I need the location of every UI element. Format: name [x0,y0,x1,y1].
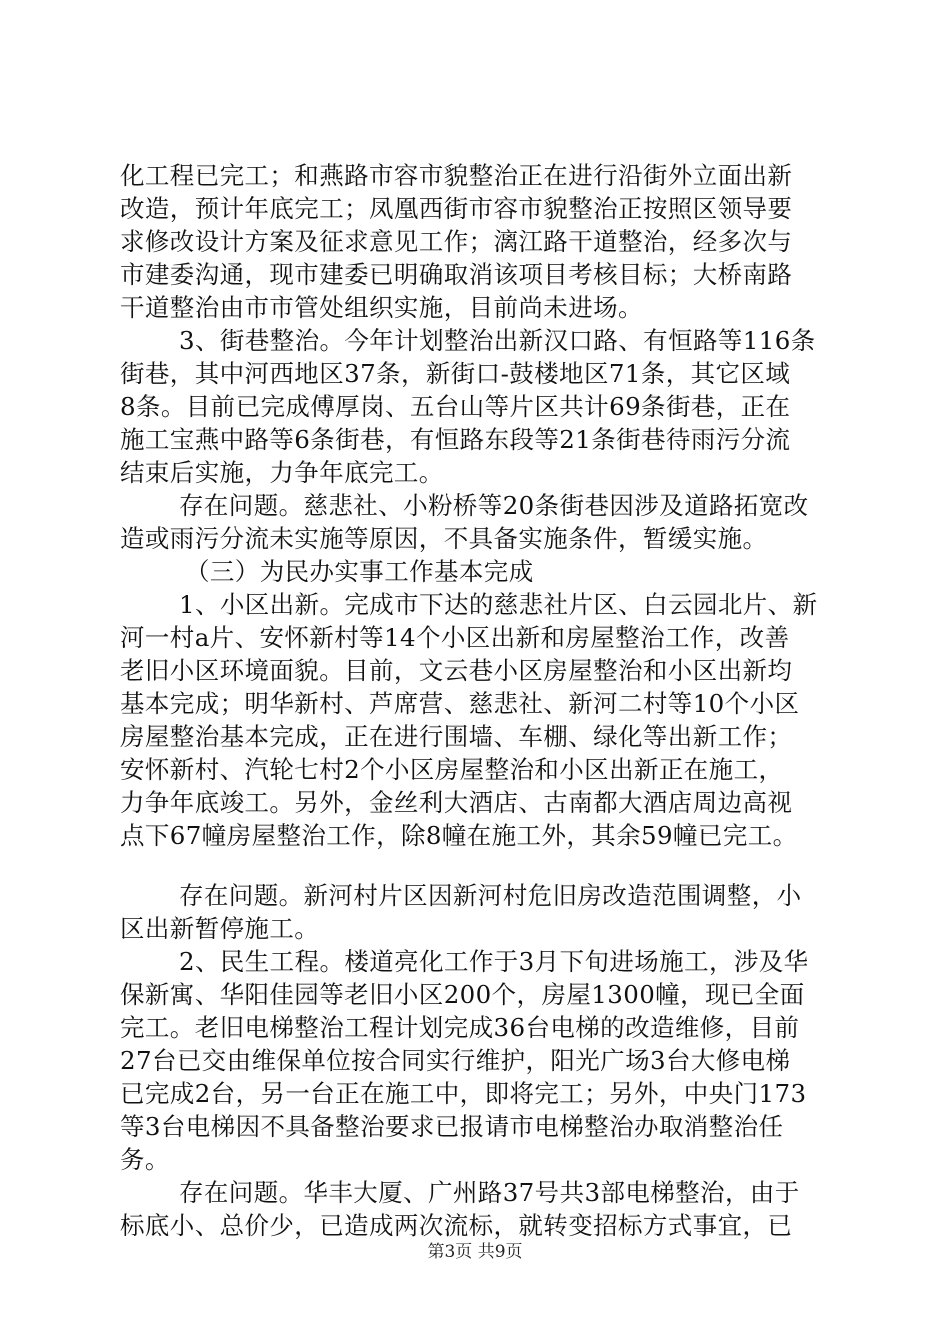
text-line: 化工程已完工；和燕路市容市貌整治正在进行沿街外立面出新 [120,161,793,190]
text-line: 河一村a片、安怀新村等14个小区出新和房屋整治工作，改善 [120,623,790,652]
page-number-footer: 第3页 共9页 [427,1242,523,1262]
paragraph-start: 3、街巷整治。今年计划整治出新汉口路、有恒路等116条 [179,326,816,355]
text-line: 等3台电梯因不具备整治要求已报请市电梯整治办取消整治任 [120,1112,784,1141]
text-line: 标底小、总价少，已造成两次流标，就转变招标方式事宜，已 [120,1211,793,1240]
text-line: 区出新暂停施工。 [120,914,320,943]
text-line: 房屋整治基本完成，正在进行围墙、车棚、绿化等出新工作； [120,722,793,751]
text-line: 27台已交由维保单位按合同实行维护，阳光广场3台大修电梯 [120,1046,791,1075]
text-line: 结束后实施，力争年底完工。 [120,458,444,487]
paragraph-start: 2、民生工程。楼道亮化工作于3月下旬进场施工，涉及华 [179,947,809,976]
text-line: 力争年底竣工。另外，金丝利大酒店、古南都大酒店周边高视 [120,788,793,817]
text-line: 干道整治由市市管处组织实施，目前尚未进场。 [120,293,643,322]
text-line: 求修改设计方案及征求意见工作；漓江路干道整治，经多次与 [120,227,793,256]
text-line: 造或雨污分流未实施等原因，不具备实施条件，暂缓实施。 [120,524,768,553]
paragraph-start: 存在问题。华丰大厦、广州路37号共3部电梯整治，由于 [179,1178,800,1207]
text-line: 8条。目前已完成傅厚岗、五台山等片区共计69条街巷，正在 [120,392,791,421]
text-line: 点下67幢房屋整治工作，除8幢在施工外，其余59幢已完工。 [120,821,798,850]
text-line: 街巷，其中河西地区37条，新街口-鼓楼地区71条，其它区域 [120,359,791,388]
text-line: 市建委沟通，现市建委已明确取消该项目考核目标；大桥南路 [120,260,793,289]
section-heading: （三）为民办实事工作基本完成 [185,557,534,586]
text-line: 保新寓、华阳佳园等老旧小区200个，房屋1300幢，现已全面 [120,980,805,1009]
text-line: 老旧小区环境面貌。目前，文云巷小区房屋整治和小区出新均 [120,656,793,685]
text-line: 安怀新村、汽轮七村2个小区房屋整治和小区出新正在施工， [120,755,784,784]
text-line: 基本完成；明华新村、芦席营、慈悲社、新河二村等10个小区 [120,689,800,718]
text-line: 务。 [120,1145,170,1174]
paragraph-start: 存在问题。新河村片区因新河村危旧房改造范围调整，小 [179,881,802,910]
paragraph-start: 1、小区出新。完成市下达的慈悲社片区、白云园北片、新 [179,590,818,619]
paragraph-start: 存在问题。慈悲社、小粉桥等20条街巷因涉及道路拓宽改 [179,491,809,520]
text-line: 已完成2台，另一台正在施工中，即将完工；另外，中央门173 [120,1079,807,1108]
text-line: 改造，预计年底完工；凤凰西街市容市貌整治正按照区领导要 [120,194,793,223]
text-line: 完工。老旧电梯整治工程计划完成36台电梯的改造维修，目前 [120,1013,800,1042]
text-line: 施工宝燕中路等6条街巷，有恒路东段等21条街巷待雨污分流 [120,425,791,454]
